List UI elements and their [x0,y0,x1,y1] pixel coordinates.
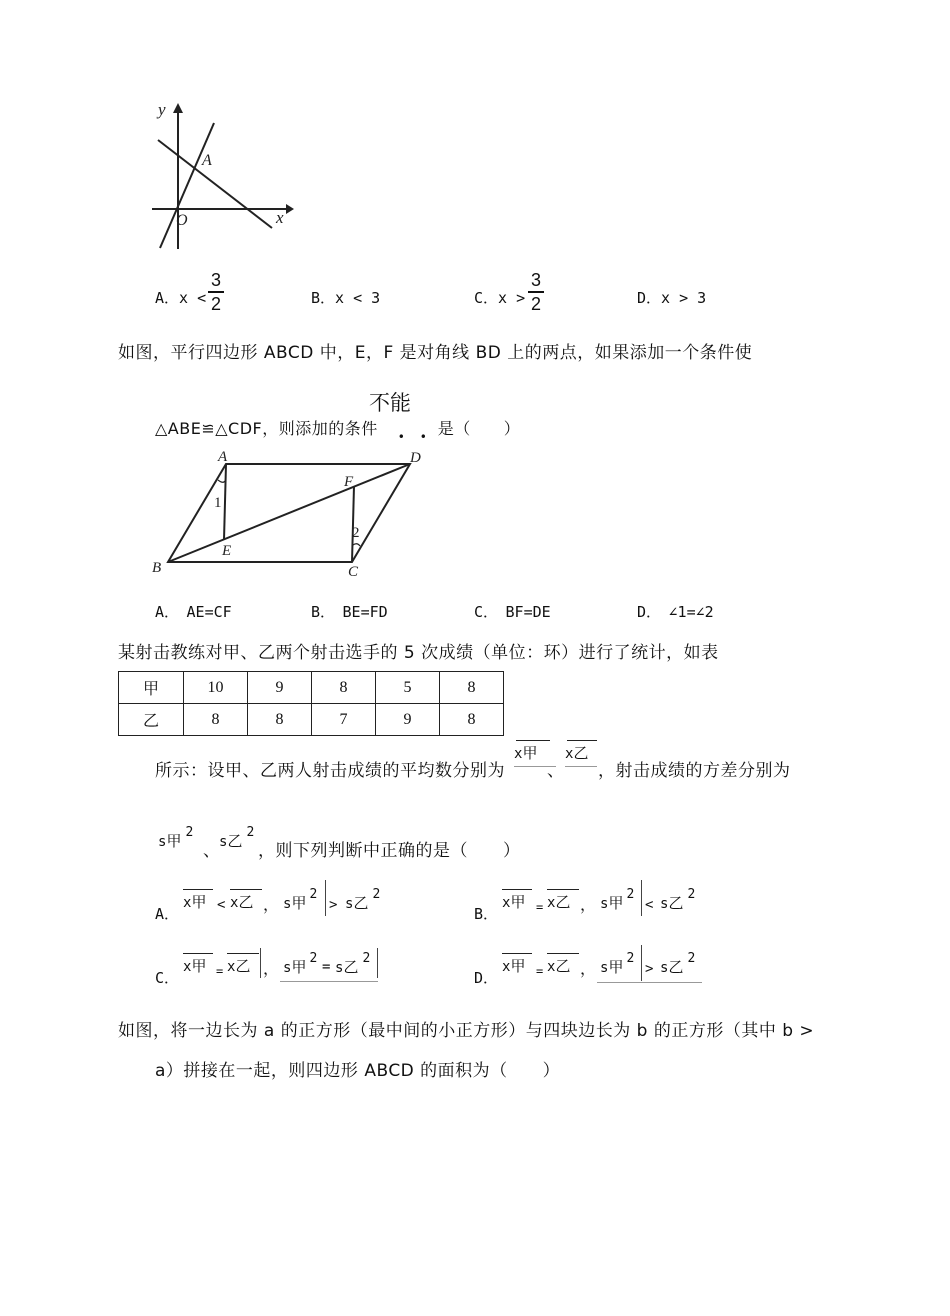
symbol-s: s [660,896,669,912]
q3-line2-prefix: 所示：设甲、乙两人射击成绩的平均数分别为 [155,761,505,781]
q3-option-d-var-yi [660,951,696,977]
q1-option-a-fraction [208,270,224,314]
table-cell: 7 [312,704,376,736]
symbol-x: x [514,746,523,762]
angle-1-label: 1 [214,495,222,511]
superscript-2: 2 [309,951,318,966]
q1-option-d: D．x > 3 [637,289,707,307]
y-axis-arrow [173,103,183,113]
q3-option-b-rel1: = [536,900,544,914]
vertex-b-label: B [152,560,162,576]
symbol-x: x [502,959,511,975]
angle-2-label: 2 [352,525,360,541]
q3-option-d-mean-jia [502,955,525,976]
symbol-x: x [183,959,192,975]
q3-line3-suffix: ，则下列判断中正确的是（ ） [258,841,521,861]
underline [565,766,597,767]
symbol-yi: 乙 [353,894,369,912]
overline [502,953,532,954]
fraction-bar [208,291,224,293]
symbol-jia: 甲 [191,957,207,975]
q1-option-a [155,287,206,308]
symbol-s: s [660,960,669,976]
symbol-x: x [502,895,511,911]
q3-option-a-var-yi [345,887,381,913]
row-header-jia: 甲 [119,672,184,704]
symbol-jia: 甲 [522,744,538,762]
symbol-s: s [283,896,292,912]
q2-stem-line2: △ABE≌△CDF，则添加的条件 • • 是（ ） [155,419,521,444]
q3-option-a-var-jia [283,887,318,913]
q2-option-b: B． BE=FD [311,603,388,621]
q3-option-a-label: A． [155,905,180,923]
divider [641,945,642,981]
scores-table [118,671,504,736]
symbol-s: s [345,896,354,912]
overline [547,953,579,954]
symbol-x: x [227,959,236,975]
line-through-origin [160,123,214,248]
q3-line3-separator: 、 [203,841,221,861]
q3-option-a-mean-yi [230,891,253,912]
symbol-s: s [600,896,609,912]
q3-option-c-rel1: = [216,964,224,978]
segment-ae [224,464,226,540]
vertex-d-label: D [410,450,421,466]
symbol-s: s [335,960,344,976]
symbol-yi: 乙 [343,958,359,976]
q2-option-a: A． AE=CF [155,603,232,621]
overline [502,889,532,890]
coordinate-graph [140,95,300,260]
q3-option-d-rel2: > [645,961,654,977]
divider [641,880,642,916]
table-row [119,704,504,736]
symbol-yi: 乙 [227,832,243,850]
q3-line2-suffix: ，射击成绩的方差分别为 [598,761,791,781]
symbol-x: x [547,895,556,911]
table-cell: 8 [440,704,504,736]
x-axis-arrow [286,204,294,214]
q3-option-c-var-yi [335,951,371,977]
divider [325,880,326,916]
comma: ， [263,895,280,914]
q3-option-c-var-jia [283,951,318,977]
point-e-label: E [222,543,232,559]
fraction-denominator: 2 [210,294,221,314]
symbol-yi: 乙 [555,957,571,975]
q1-option-c-fraction [528,270,544,314]
table-cell: 8 [440,672,504,704]
symbol-jia: 甲 [291,958,307,976]
overline [227,953,259,954]
symbol-yi: 乙 [668,958,684,976]
q3-option-a-rel1: < [217,897,226,913]
vertex-a-label: A [218,449,228,465]
superscript-2: 2 [626,951,635,966]
row-header-yi: 乙 [119,704,184,736]
overline [183,889,213,890]
x-axis-label: x [276,208,284,227]
q3-line2-separator: 、 [547,761,565,781]
mean-jia-symbol [514,742,537,763]
table-cell: 9 [376,704,440,736]
vertex-c-label: C [348,564,359,580]
symbol-jia: 甲 [166,832,182,850]
q3-option-b-label: B． [474,905,499,923]
table-cell: 10 [184,672,248,704]
segment-cf [352,486,354,562]
y-axis-label: y [158,100,166,119]
overline [183,953,213,954]
q3-option-c-rel2: = [322,959,331,975]
q3-intro: 某射击教练对甲、乙两个射击选手的 5 次成绩（单位：环）进行了统计，如表 [118,643,719,663]
symbol-s: s [283,960,292,976]
symbol-s: s [158,834,167,850]
symbol-yi: 乙 [573,744,589,762]
q3-option-b-rel2: < [645,897,654,913]
symbol-x: x [230,895,239,911]
q2-stem-line2-suffix: 是（ ） [437,419,521,438]
comma: ， [263,959,280,978]
symbol-jia: 甲 [510,893,526,911]
superscript-2: 2 [309,887,318,902]
table-row [119,672,504,704]
divider [260,948,261,978]
symbol-s: s [600,960,609,976]
symbol-yi: 乙 [555,893,571,911]
q1-option-b: B．x < 3 [311,289,381,307]
q4-stem-line2: a）拼接在一起，则四边形 ABCD 的面积为（ ） [155,1061,561,1081]
symbol-yi: 乙 [668,894,684,912]
variance-jia-symbol [158,825,194,851]
q3-option-c-label: C． [155,969,180,987]
superscript-2: 2 [687,887,696,902]
fraction-bar [528,291,544,293]
fraction-denominator: 2 [530,294,541,314]
point-a-label: A [202,152,212,169]
variance-yi-symbol [219,825,255,851]
angle-1-arc [218,480,225,482]
q3-option-d-var-jia [600,951,635,977]
q3-option-b-var-jia [600,887,635,913]
parallelogram-figure [148,444,438,584]
q2-option-c: C． BF=DE [474,603,551,621]
symbol-yi: 乙 [235,957,251,975]
q1-option-c-prefix: C．x > [474,289,526,307]
q3-option-d-rel1: = [536,964,544,978]
symbol-yi: 乙 [238,893,254,911]
q2-stem-line2-prefix: △ABE≌△CDF，则添加的条件 [155,419,378,438]
q2-stem-line1: 如图，平行四边形 ABCD 中，E，F 是对角线 BD 上的两点，如果添加一个条件使 [118,343,753,363]
superscript-2: 2 [362,951,371,966]
q3-option-b-var-yi [660,887,696,913]
superscript-2: 2 [372,887,381,902]
divider [377,948,378,978]
symbol-jia: 甲 [291,894,307,912]
symbol-s: s [219,834,228,850]
symbol-x: x [565,746,574,762]
superscript-2: 2 [687,951,696,966]
comma: ， [580,959,597,978]
table-cell: 8 [312,672,376,704]
symbol-jia: 甲 [608,894,624,912]
q3-option-b-mean-yi [547,891,570,912]
q3-option-a-rel2: > [329,897,338,913]
q3-option-a-mean-jia [183,891,206,912]
comma: ， [580,895,597,914]
overline [547,889,579,890]
symbol-x: x [547,959,556,975]
point-f-label: F [344,474,354,490]
q1-option-c [474,287,525,308]
q3-option-c-mean-yi [227,955,250,976]
underline [280,981,378,982]
table-cell: 9 [248,672,312,704]
overline [516,740,550,741]
table-cell: 5 [376,672,440,704]
origin-label: O [176,212,188,229]
q3-option-c-mean-jia [183,955,206,976]
angle-2-arc [353,544,360,546]
q1-option-a-prefix: A．x < [155,289,207,307]
q2-option-d: D． ∠1=∠2 [637,603,714,621]
symbol-jia: 甲 [191,893,207,911]
q3-option-d-label: D． [474,969,499,987]
handwritten-annotation: 不能 [369,391,411,415]
q4-stem-line1: 如图，将一边长为 a 的正方形（最中间的小正方形）与四块边长为 b 的正方形（其中 b > [118,1021,815,1041]
overline [230,889,262,890]
symbol-jia: 甲 [510,957,526,975]
symbol-jia: 甲 [608,958,624,976]
superscript-2: 2 [626,887,635,902]
diagonal-bd [168,464,410,562]
overline [567,740,597,741]
superscript-2: 2 [246,825,255,840]
q3-option-d-mean-yi [547,955,570,976]
fraction-numerator: 3 [210,270,221,290]
underline [597,982,702,983]
table-cell: 8 [248,704,312,736]
mean-yi-symbol [565,742,588,763]
fraction-numerator: 3 [530,270,541,290]
table-cell: 8 [184,704,248,736]
symbol-x: x [183,895,192,911]
q3-option-b-mean-jia [502,891,525,912]
superscript-2: 2 [185,825,194,840]
